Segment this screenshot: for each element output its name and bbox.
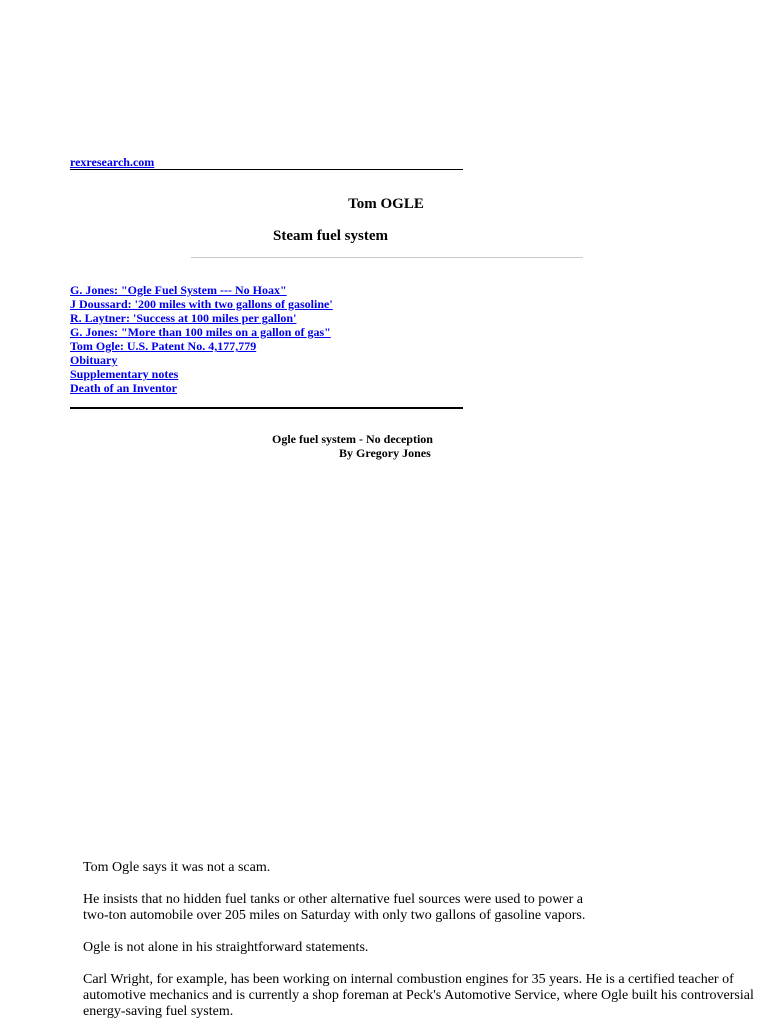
toc-item	[70, 311, 333, 325]
article-paragraph: Tom Ogle says it was not a scam.	[83, 860, 271, 875]
page-title: Tom OGLE	[348, 196, 424, 212]
article-byline: By Gregory Jones	[339, 446, 431, 460]
toc-link-patent[interactable]: Tom Ogle: U.S. Patent No. 4,177,779	[70, 339, 257, 353]
toc-link-doussard[interactable]: J Doussard: '200 miles with two gallons of gasoline'	[70, 297, 333, 311]
site-home-link[interactable]: rexresearch.com	[70, 155, 155, 169]
page-subtitle: Steam fuel system	[273, 228, 388, 244]
article-header	[272, 432, 433, 460]
article-paragraph: He insists that no hidden fuel tanks or other alternative fuel sources were used to power a two-ton automobile over 205 miles on Saturday with only two gallons of gasoline vapors.	[83, 892, 586, 923]
divider-black	[70, 407, 463, 409]
toc-link-jones-no-hoax[interactable]: G. Jones: "Ogle Fuel System --- No Hoax"	[70, 283, 287, 297]
site-link-row	[70, 156, 463, 170]
toc-link-laytner[interactable]: R. Laytner: 'Success at 100 miles per gallon'	[70, 311, 297, 325]
article-body	[83, 860, 768, 1036]
toc-link-obituary[interactable]: Obituary	[70, 353, 118, 367]
toc-item	[70, 325, 333, 339]
toc-item	[70, 283, 333, 297]
toc-item	[70, 381, 333, 395]
toc-item	[70, 367, 333, 381]
divider-gray	[191, 257, 583, 258]
toc-item	[70, 297, 333, 311]
article-paragraph: Carl Wright, for example, has been working on internal combustion engines for 35 years. He is a certified teacher of automotive mechanics and is currently a shop foreman at Peck's Automotive Service, where Ogle built his controversial energy-saving fuel system.	[83, 972, 754, 1019]
toc-item	[70, 339, 333, 353]
toc-link-jones-100-miles[interactable]: G. Jones: "More than 100 miles on a gallon of gas"	[70, 325, 331, 339]
toc-link-supplementary[interactable]: Supplementary notes	[70, 367, 179, 381]
article-paragraph: Ogle is not alone in his straightforward statements.	[83, 940, 369, 955]
article-heading: Ogle fuel system - No deception	[272, 432, 433, 446]
toc-link-death-inventor[interactable]: Death of an Inventor	[70, 381, 177, 395]
table-of-contents	[70, 283, 333, 395]
toc-item	[70, 353, 333, 367]
